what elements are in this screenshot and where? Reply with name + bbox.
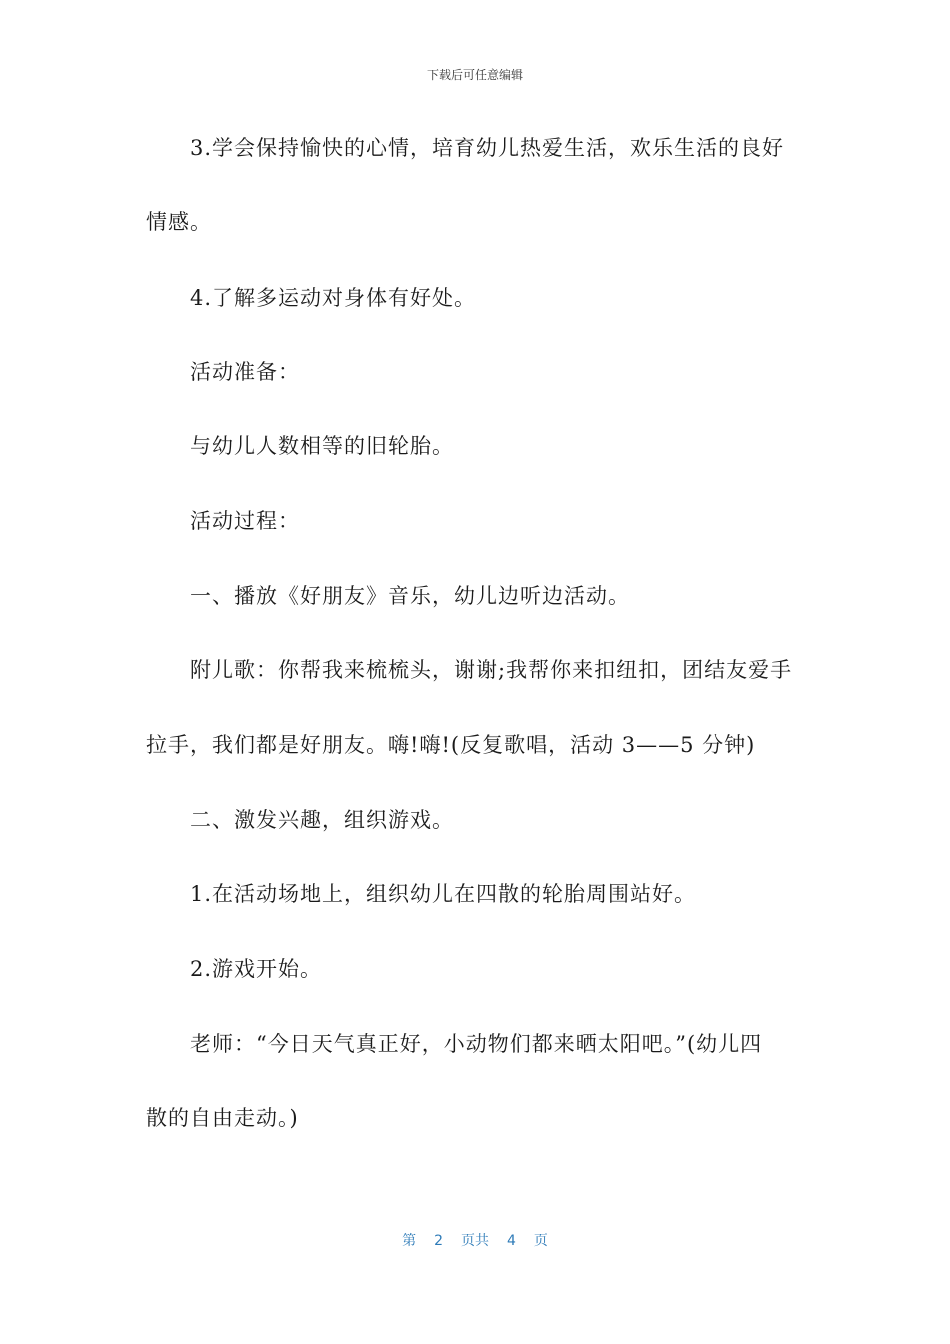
paragraph-line: 附儿歌：你帮我来梳梳头，谢谢;我帮你来扣纽扣，团结友爱手: [190, 658, 793, 682]
paragraph-line: 一、播放《好朋友》音乐，幼儿边听边活动。: [190, 584, 630, 608]
paragraph-line: 老师：“今日天气真正好，小动物们都来晒太阳吧。”(幼儿四: [190, 1032, 763, 1056]
paragraph-line: 二、激发兴趣，组织游戏。: [190, 808, 454, 832]
page-footer: [0, 1230, 950, 1250]
footer-prefix: 第: [402, 1233, 417, 1249]
paragraph-line: 1.在活动场地上，组织幼儿在四散的轮胎周围站好。: [190, 882, 697, 906]
footer-middle: 页共: [461, 1233, 489, 1249]
footer-total-pages: 4: [507, 1233, 516, 1249]
paragraph-line: 2.游戏开始。: [190, 957, 323, 981]
page-header: 下载后可任意编辑: [426, 68, 523, 82]
paragraph-line: 拉手，我们都是好朋友。嗨!嗨!(反复歌唱，活动 3——5 分钟): [146, 733, 756, 757]
paragraph-line: 情感。: [146, 210, 212, 234]
paragraph-line: 与幼儿人数相等的旧轮胎。: [190, 434, 454, 458]
section-heading: 活动过程：: [190, 509, 300, 533]
footer-suffix: 页: [533, 1233, 548, 1249]
paragraph-line: 4.了解多运动对身体有好处。: [190, 286, 477, 310]
footer-current-page: 2: [434, 1233, 443, 1249]
section-heading: 活动准备：: [190, 360, 300, 384]
paragraph-line: 散的自由走动。): [146, 1106, 299, 1130]
paragraph-line: 3.学会保持愉快的心情，培育幼儿热爱生活，欢乐生活的良好: [190, 136, 785, 160]
